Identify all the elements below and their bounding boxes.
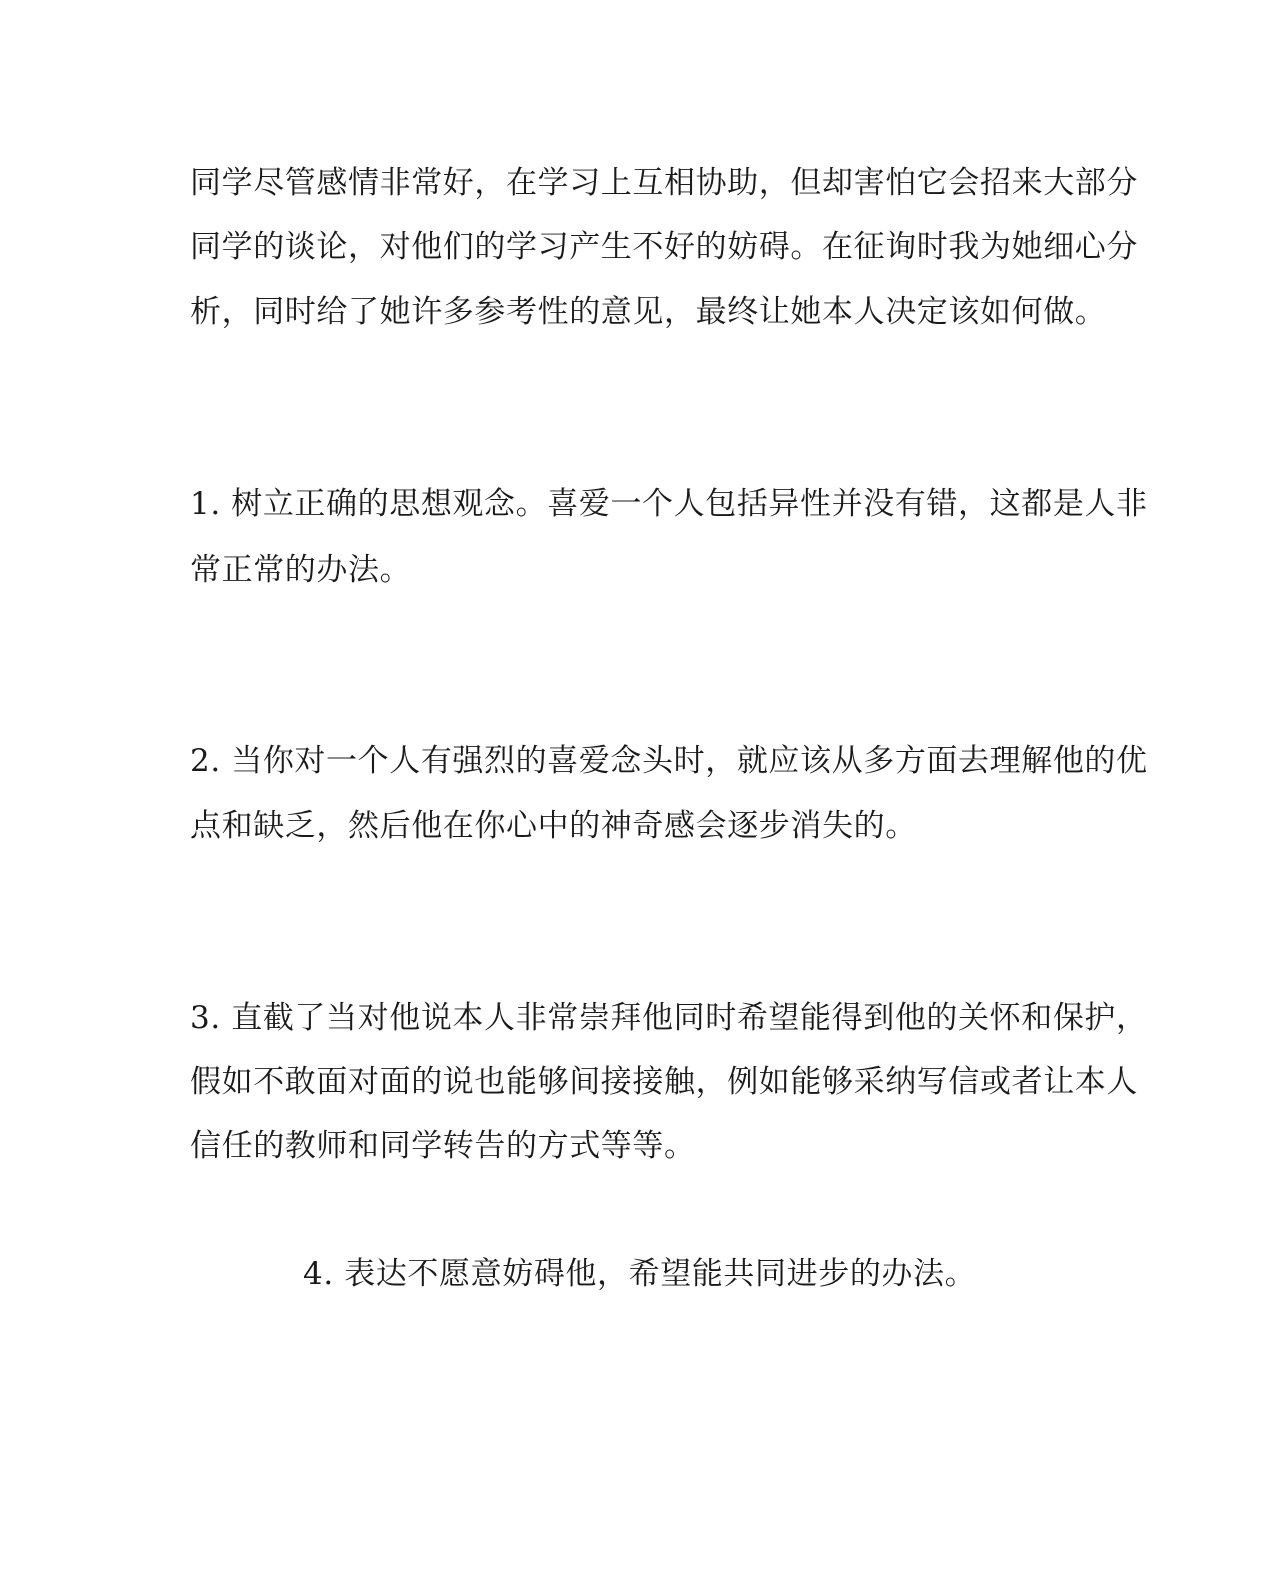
paragraph-line: 析，同时给了她许多参考性的意见，最终让她本人决定该如何做。 <box>190 294 1107 330</box>
paragraph-line: 同学尽管感情非常好，在学习上互相协助，但却害怕它会招来大部分 <box>190 165 1138 201</box>
paragraph-line: 信任的教师和同学转告的方式等等。 <box>190 1128 696 1164</box>
paragraph-line: 点和缺乏，然后他在你心中的神奇感会逐步消失的。 <box>190 808 917 844</box>
paragraph-line: 假如不敢面对面的说也能够间接接触，例如能够采纳写信或者让本人 <box>190 1064 1138 1100</box>
paragraph-line: 4. 表达不愿意妨碍他，希望能共同进步的办法。 <box>303 1256 977 1292</box>
paragraph-line: 同学的谈论，对他们的学习产生不好的妨碍。在征询时我为她细心分 <box>190 229 1138 265</box>
paragraph-line: 3. 直截了当对他说本人非常崇拜他同时希望能得到他的关怀和保护， <box>190 1000 1148 1036</box>
paragraph-line: 常正常的办法。 <box>190 552 412 588</box>
paragraph-line: 1. 树立正确的思想观念。喜爱一个人包括异性并没有错，这都是人非 <box>190 486 1148 522</box>
paragraph-line: 2. 当你对一个人有强烈的喜爱念头时，就应该从多方面去理解他的优 <box>190 743 1148 779</box>
